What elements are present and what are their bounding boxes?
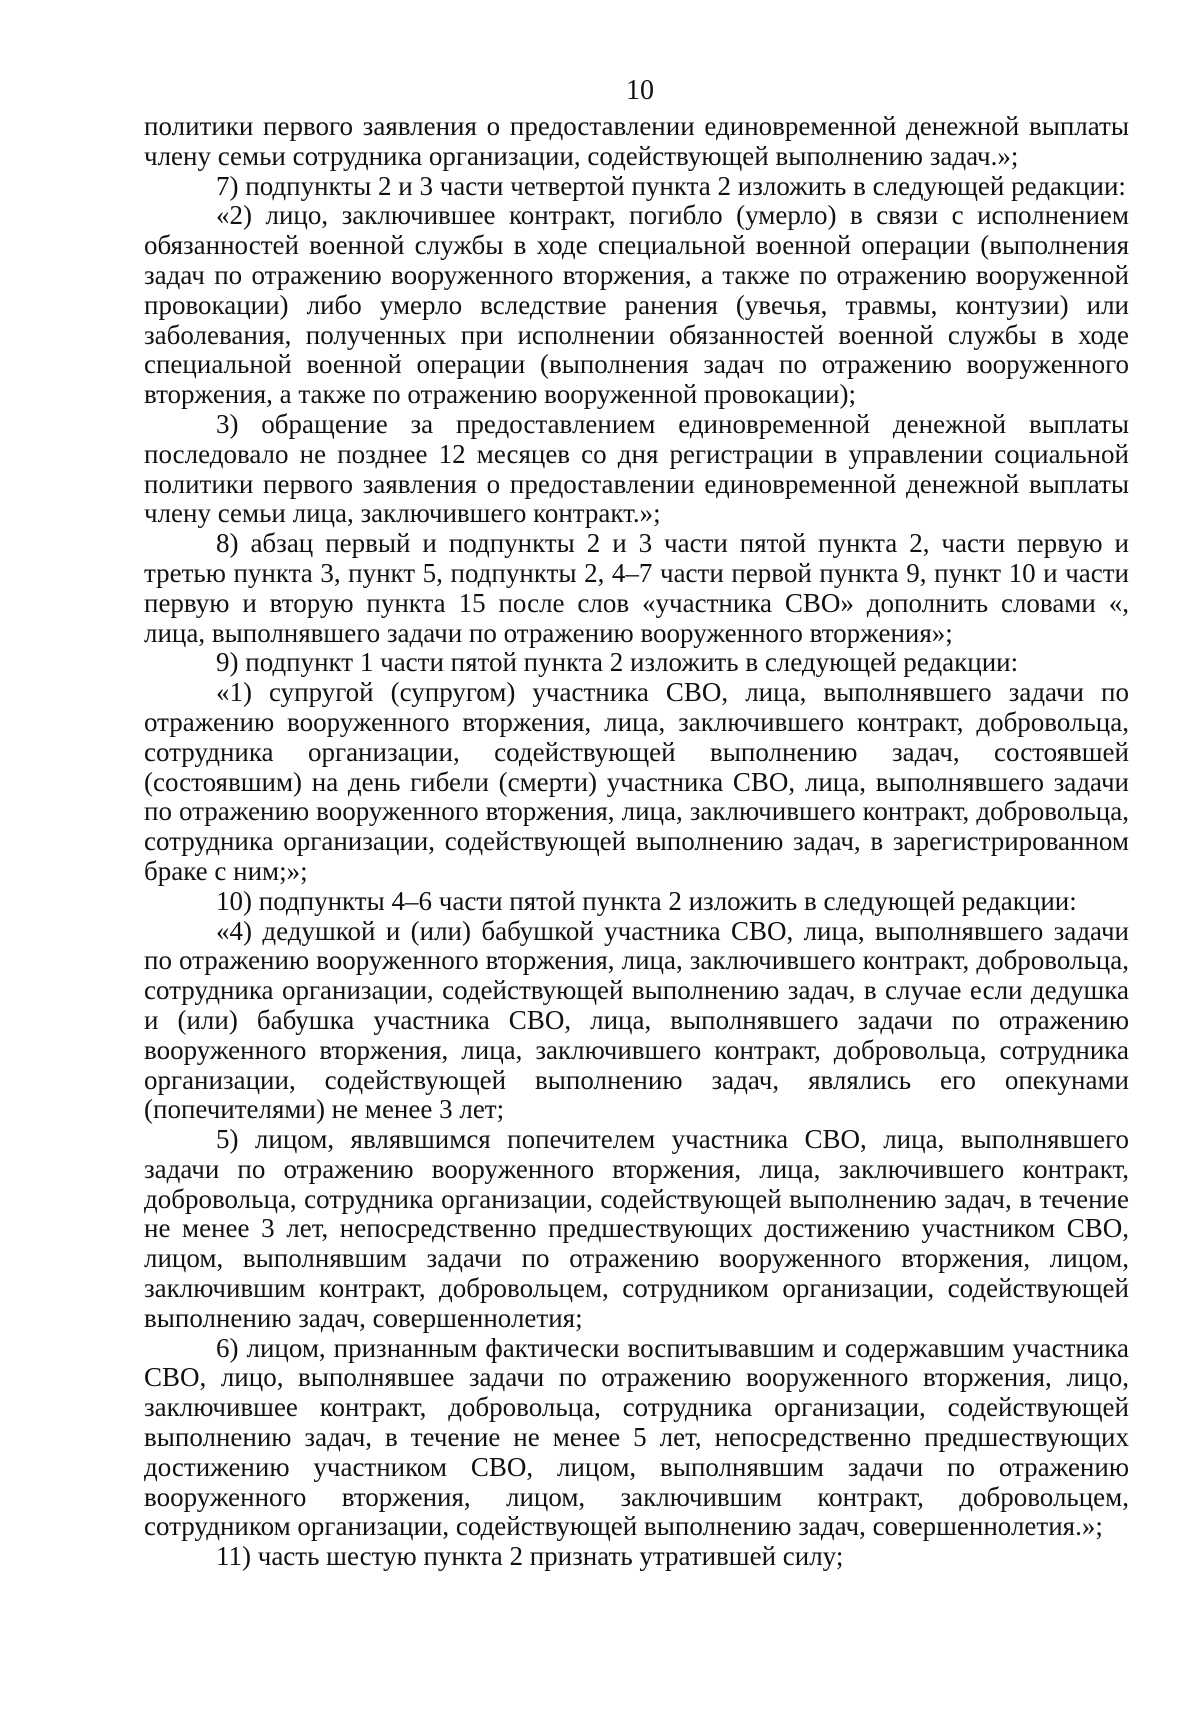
paragraph-subitem-5: 5) лицом, являвшимся попечителем участника СВО, лица, выполнявшего задачи по отражению вооруженного вторжения, лица, заключившего контракт, добровольца, сотрудника организации, содействующей выполнению задач, в течение не менее 3 лет, непосредственно предшествующих достижению участником СВО, лицом, выполнявшим задачи по отражению вооруженного вторжения, лицом, заключившим контракт, добровольцем, сотрудником организации, содействующей выполнению задач, совершеннолетия; xyxy=(144,1124,1129,1333)
page-number: 10 xyxy=(626,75,654,106)
paragraph-subitem-1: «1) супругой (супругом) участника СВО, лица, выполнявшего задачи по отражению вооруженного вторжения, лица, заключившего контракт, добровольца, сотрудника организации, содействующей выполнению задач, состоявшей (состоявшим) на день гибели (смерти) участника СВО, лица, выполнявшего задачи по отражению вооруженного вторжения, лица, заключившего контракт, добровольца, сотрудника организации, содействующей выполнению задач, в зарегистрированном браке с ним;»; xyxy=(144,677,1129,886)
paragraph-subitem-6: 6) лицом, признанным фактически воспитывавшим и содержавшим участника СВО, лицо, выполнявшее задачи по отражению вооруженного вторжения, лицо, заключившее контракт, добровольца, сотрудника организации, содействующей выполнению задач, в течение не менее 5 лет, непосредственно предшествующих достижению участником СВО, лицом, выполнявшим задачи по отражению вооруженного вторжения, лицом, заключившим контракт, добровольцем, сотрудником организации, содействующей выполнению задач, совершеннолетия.»; xyxy=(144,1332,1129,1542)
paragraph-item-10: 10) подпункты 4–6 части пятой пункта 2 изложить в следующей редакции: xyxy=(216,885,1077,916)
paragraph-item-7: 7) подпункты 2 и 3 части четвертой пункта 2 изложить в следующей редакции: xyxy=(216,170,1126,201)
paragraph-continuation: политики первого заявления о предоставлении единовременной денежной выплаты члену семьи сотрудника организации, содействующей выполнению задач.»; xyxy=(144,111,1129,171)
paragraph-subitem-4: «4) дедушкой и (или) бабушкой участника СВО, лица, выполнявшего задачи по отражению вооруженного вторжения, лица, заключившего контракт, добровольца, сотрудника организации, содействующей выполнению задач, в случае если дедушка и (или) бабушка участника СВО, лица, выполнявшего задачи по отражению вооруженного вторжения, лица, заключившего контракт, добровольца, сотрудника организации, содействующей выполнению задач, являлись его опекунами (попечителями) не менее 3 лет; xyxy=(144,915,1129,1125)
paragraph-item-11: 11) часть шестую пункта 2 признать утратившей силу; xyxy=(216,1541,844,1572)
paragraph-subitem-3: 3) обращение за предоставлением единовременной денежной выплаты последовало не позднее 12 месяцев со дня регистрации в управлении социальной политики первого заявления о предоставлении единовременной денежной выплаты члену семьи лица, заключившего контракт.»; xyxy=(144,408,1129,529)
document-body xyxy=(144,112,1129,1572)
paragraph-item-8: 8) абзац первый и подпункты 2 и 3 части пятой пункта 2, части первую и третью пункта 3, пункт 5, подпункты 2, 4–7 части первой пункта 9, пункт 10 и части первую и вторую пункта 15 после слов «участника СВО» дополнить словами «, лица, выполнявшего задачи по отражению вооруженного вторжения»; xyxy=(144,528,1129,648)
paragraph-item-9: 9) подпункт 1 части пятой пункта 2 изложить в следующей редакции: xyxy=(216,647,1019,678)
paragraph-subitem-2: «2) лицо, заключившее контракт, погибло (умерло) в связи с исполнением обязанностей военной службы в ходе специальной военной операции (выполнения задач по отражению вооруженного вторжения, а также по отражению вооруженной провокации) либо умерло вследствие ранения (увечья, травмы, контузии) или заболевания, полученных при исполнении обязанностей военной службы в ходе специальной военной операции (выполнения задач по отражению вооруженного вторжения, а также по отражению вооруженной провокации); xyxy=(144,200,1129,410)
